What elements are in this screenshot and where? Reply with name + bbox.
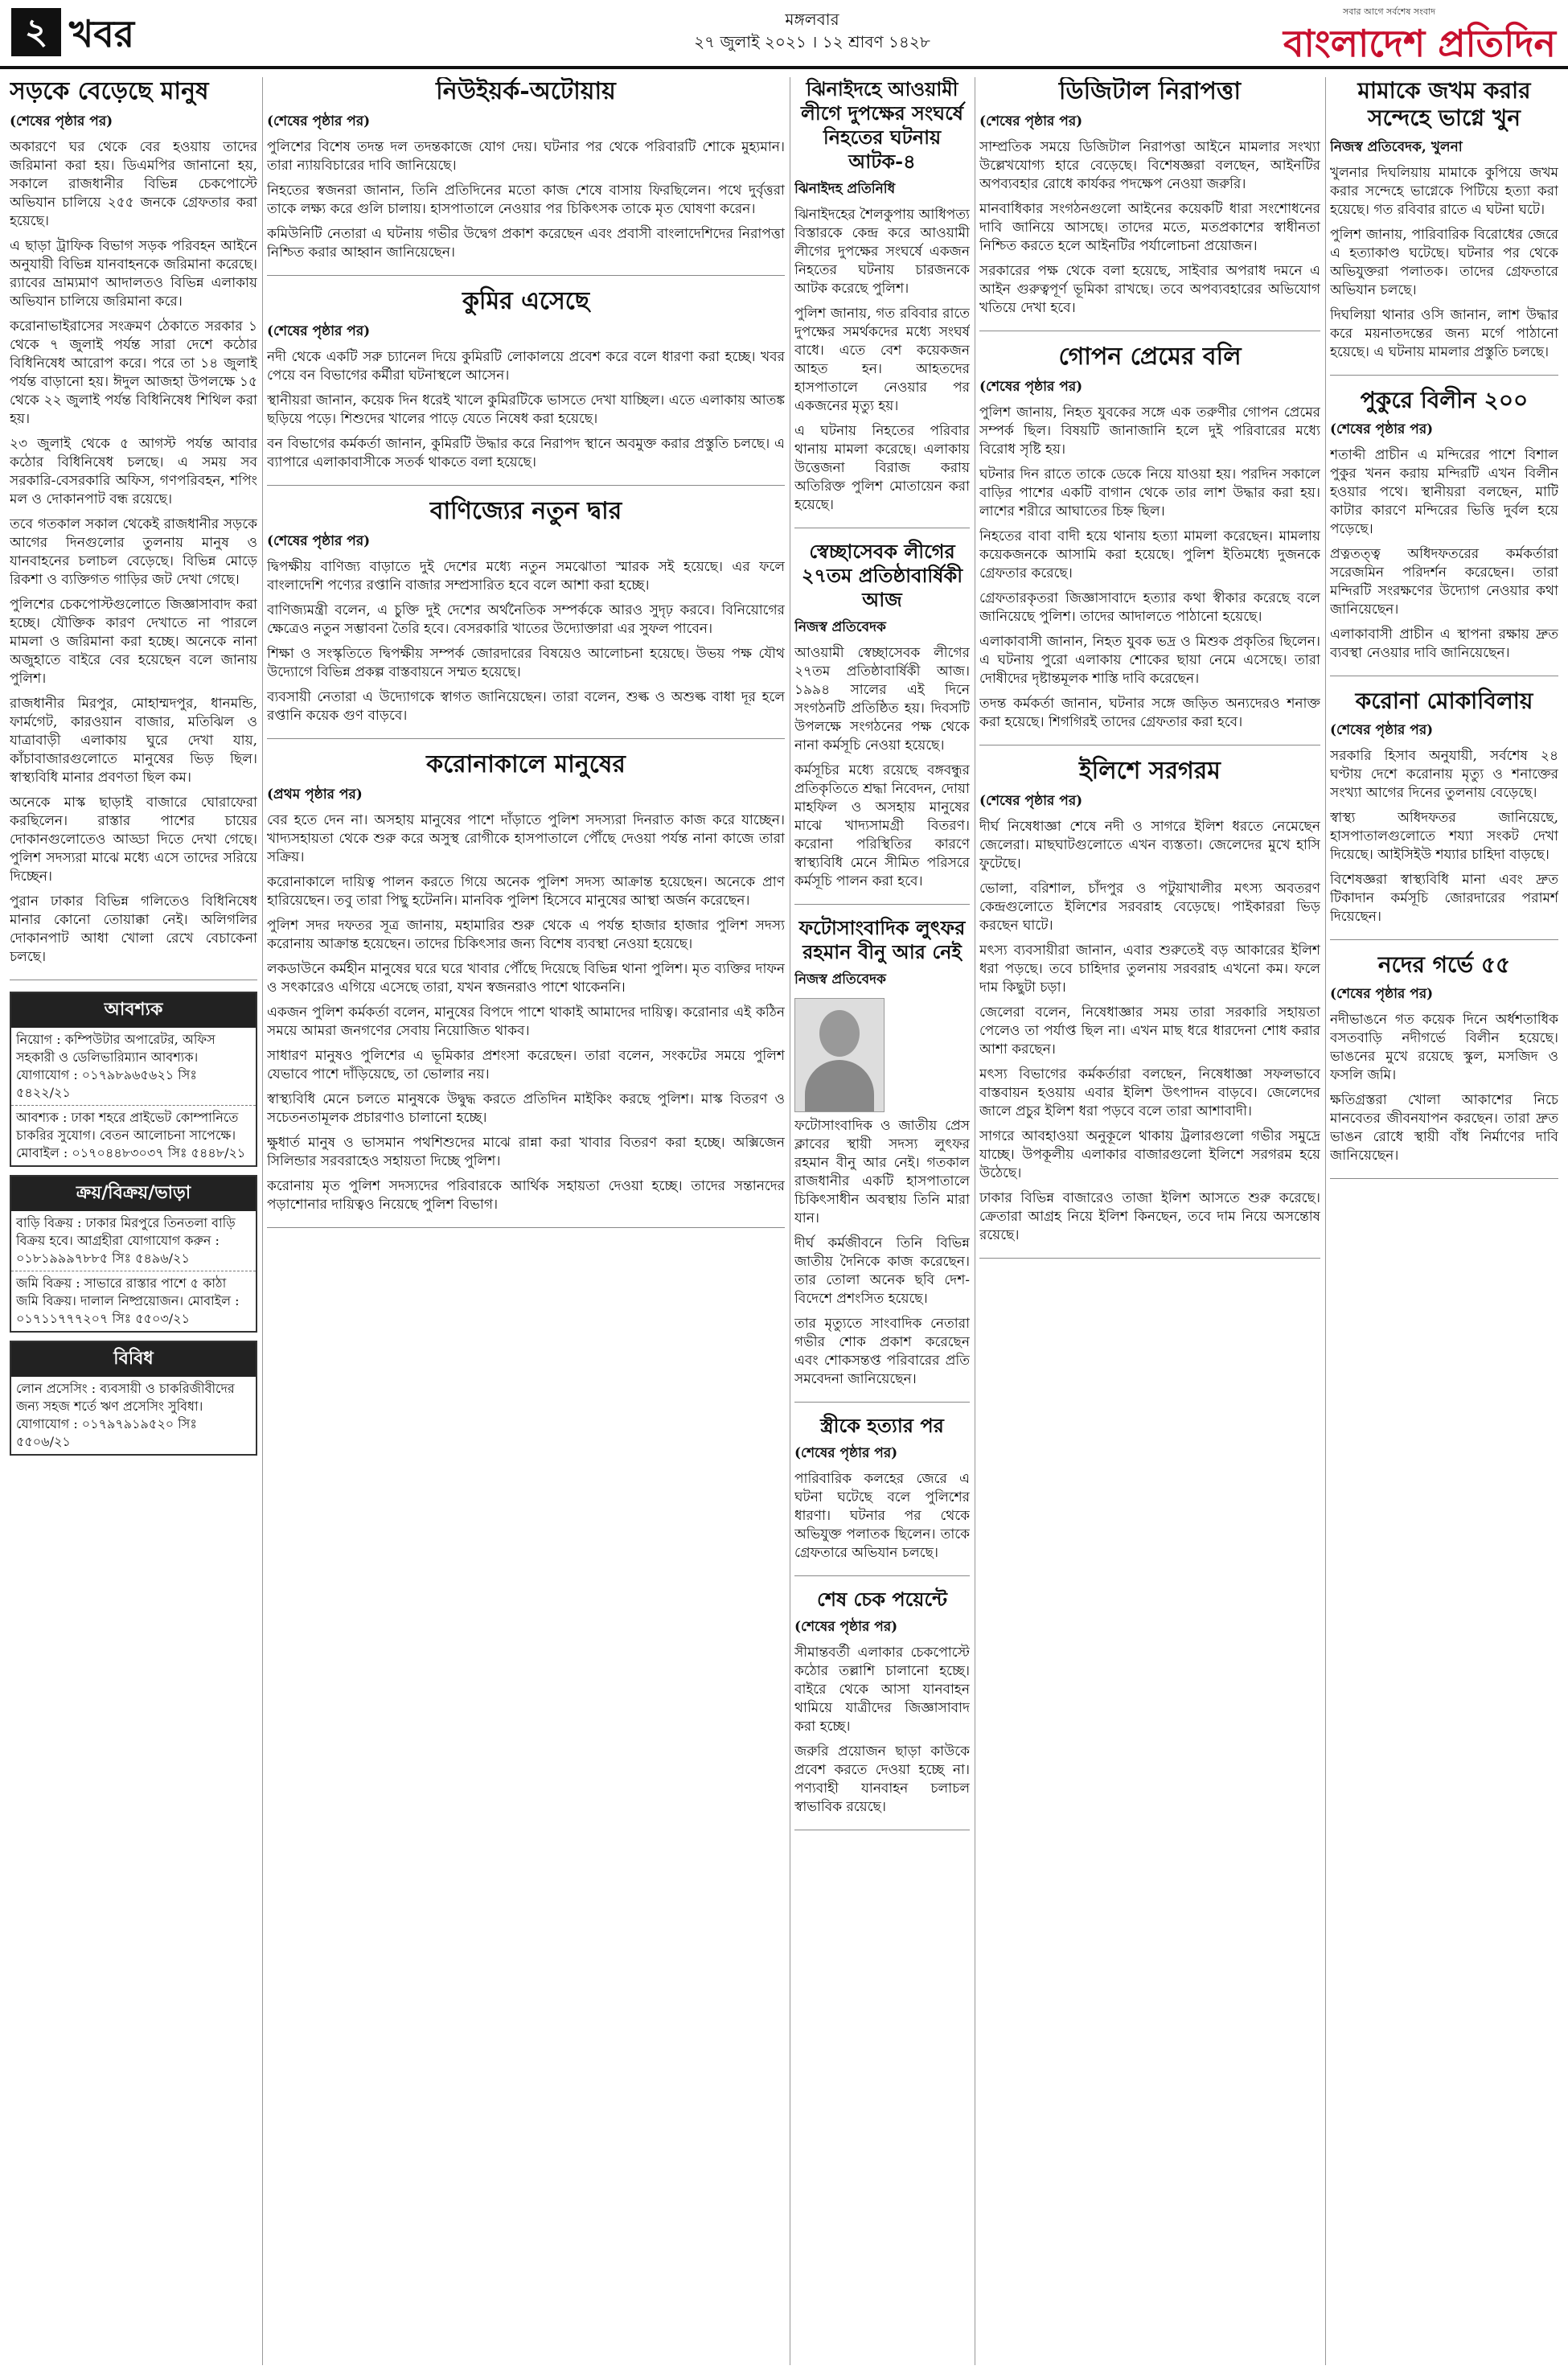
- article-paragraph: তদন্ত কর্মকর্তা জানান, ঘটনার সঙ্গে জড়িত অন্যদেরও শনাক্ত করা হয়েছে। শিগগিরই তাদের গ্রেফতার করা হবে।: [979, 696, 1320, 730]
- byline: নিজস্ব প্রতিবেদক: [794, 619, 886, 635]
- article-wife-murder: [794, 1414, 970, 1576]
- article-paragraph: পুলিশ জানায়, পারিবারিক বিরোধের জেরে এ হত্যাকাণ্ড ঘটেছে। ঘটনার পর থেকে অভিযুক্তরা পলাতক। তাদের গ্রেফতারে অভিযান চলছে।: [1330, 227, 1558, 298]
- masthead-rule: [0, 66, 1568, 69]
- newspaper-logo: [1190, 5, 1556, 63]
- article-paragraph: পুলিশের চেকপোস্টগুলোতে জিজ্ঞাসাবাদ করা হচ্ছে। যৌক্তিক কারণ দেখাতে না পারলে মামলা ও জরিমানা করা হচ্ছে। অনেকে নানা অজুহাতে বাইরে বের হয়েছেন বলে জানায় পুলিশ।: [10, 597, 257, 687]
- classified-item: লোন প্রসেসিং : ব্যবসায়ী ও চাকরিজীবীদের জন্য সহজ শর্তে ঋণ প্রসেসিং সুবিধা। যোগাযোগ : ০১৭৯৭৯১৯৫২০ সিঃ ৫৫০৬/২১: [16, 1381, 235, 1449]
- article-paragraph: বের হতে দেন না। অসহায় মানুষের পাশে দাঁড়াতে পুলিশ সদস্যরা দিনরাত কাজ করে যাচ্ছেন। খাদ্যসহায়তা থেকে শুরু করে অসুস্থ রোগীকে হাসপাতালে পৌঁছে দেওয়া পর্যন্ত নানা কাজে তারা সক্রিয়।: [267, 812, 785, 865]
- continuation-note: (শেষের পৃষ্ঠার পর): [1330, 722, 1434, 738]
- article-paragraph: সাম্প্রতিক সময়ে ডিজিটাল নিরাপত্তা আইনে মামলার সংখ্যা উল্লেখযোগ্য হারে বেড়েছে। বিশেষজ্ঞরা বলছেন, আইনটির অপব্যবহার রোধে কার্যকর পদক্ষেপ নেওয়া জরুরি।: [979, 139, 1320, 192]
- article-paragraph: তার মৃত্যুতে সাংবাদিক নেতারা গভীর শোক প্রকাশ করেছেন এবং শোকসন্তপ্ত পরিবারের প্রতি সমবেদনা জানিয়েছেন।: [794, 1316, 970, 1387]
- article-headline: সড়কে বেড়েছে মানুষ: [10, 77, 209, 105]
- article-headline: কুমির এসেছে: [462, 287, 590, 315]
- classified-item: জমি বিক্রয় : সাভারে রাস্তার পাশে ৫ কাঠা জমি বিক্রয়। দালাল নিষ্প্রয়োজন। মোবাইল : ০১৭১১৭৭৭২০৭ সিঃ ৫৫০৩/২১: [16, 1275, 240, 1326]
- column-5: [1330, 77, 1558, 2365]
- article-paragraph: সাগরে আবহাওয়া অনুকূলে থাকায় ট্রলারগুলো গভীর সমুদ্রে যাচ্ছে। উপকূলীয় এলাকার বাজারগুলো ইলিশে সরগরম হয়ে উঠেছে।: [979, 1128, 1320, 1181]
- article-paragraph: শিক্ষা ও সংস্কৃতিতে দ্বিপক্ষীয় সম্পর্ক জোরদারের বিষয়েও আলোচনা হয়েছে। উভয় পক্ষ যৌথ উদ্যোগে বিভিন্ন প্রকল্প বাস্তবায়নে সম্মত হয়েছে।: [267, 646, 785, 680]
- article-headline: মামাকে জখম করার সন্দেহে ভাগ্নে খুন: [1357, 77, 1531, 131]
- continuation-note: (শেষের পৃষ্ঠার পর): [1330, 421, 1434, 437]
- article-paragraph: দীর্ঘ নিষেধাজ্ঞা শেষে নদী ও সাগরে ইলিশ ধরতে নেমেছেন জেলেরা। মাছঘাটগুলোতে এখন ব্যস্ততা। জেলেদের মুখে হাসি ফুটেছে।: [979, 819, 1320, 872]
- article-paragraph: অনেকে মাস্ক ছাড়াই বাজারে ঘোরাফেরা করছিলেন। রাস্তার পাশের চায়ের দোকানগুলোতেও আড্ডা দিতে দেখা গেছে। পুলিশ সদস্যরা মাঝে মধ্যে এসে তাদের সরিয়ে দিচ্ছেন।: [10, 795, 257, 885]
- classified-wanted: [10, 992, 257, 1167]
- article-paragraph: এলাকাবাসী প্রাচীন এ স্থাপনা রক্ষায় দ্রুত ব্যবস্থা নেওয়ার দাবি জানিয়েছেন।: [1330, 626, 1558, 661]
- article-corona-response: [1330, 688, 1558, 940]
- article-paragraph: কর্মসূচির মধ্যে রয়েছে বঙ্গবন্ধুর প্রতিকৃতিতে শ্রদ্ধা নিবেদন, দোয়া মাহফিল ও অসহায় মানুষের মাঝে খাদ্যসামগ্রী বিতরণ। করোনা পরিস্থিতির কারণে স্বাস্থ্যবিধি মেনে সীমিত পরিসরে কর্মসূচি পালন করা হবে।: [794, 762, 970, 889]
- article-jhenaidah-clash: [794, 77, 970, 528]
- article-headline: ফটোসাংবাদিক লুৎফর রহমান বীনু আর নেই: [798, 916, 966, 963]
- article-river-erosion: [1330, 951, 1558, 1179]
- column-4: [979, 77, 1320, 2365]
- article-paragraph: গ্রেফতারকৃতরা জিজ্ঞাসাবাদে হত্যার কথা স্বীকার করেছে বলে জানিয়েছে পুলিশ। তাদের আদালতে পাঠানো হয়েছে।: [979, 590, 1320, 625]
- byline: নিজস্ব প্রতিবেদক: [794, 971, 886, 988]
- article-paragraph: মৎস্য বিভাগের কর্মকর্তারা বলছেন, নিষেধাজ্ঞা সফলভাবে বাস্তবায়ন হওয়ায় এবার ইলিশ উৎপাদন বাড়বে। জেলেদের জালে প্রচুর ইলিশ ধরা পড়বে বলে তারা আশাবাদী।: [979, 1066, 1320, 1119]
- article-crocodile: [267, 287, 785, 486]
- article-headline: পুকুরে বিলীন ২০০: [1360, 387, 1529, 413]
- article-paragraph: ২৩ জুলাই থেকে ৫ আগস্ট পর্যন্ত আবার কঠোর বিধিনিষেধ চলছে। এ সময় সব সরকারি-বেসরকারি অফিস, গণপরিবহন, শপিং মল ও দোকানপাট বন্ধ রয়েছে।: [10, 436, 257, 507]
- byline: নিজস্ব প্রতিবেদক, খুলনা: [1330, 139, 1463, 155]
- article-headline: স্ত্রীকে হত্যার পর: [820, 1414, 944, 1437]
- article-paragraph: মৎস্য ব্যবসায়ীরা জানান, এবার শুরুতেই বড় আকারের ইলিশ ধরা পড়ছে। তবে চাহিদার তুলনায় সরবরাহ এখনো কম। ফলে দাম কিছুটা চড়া।: [979, 943, 1320, 996]
- column-3: [794, 77, 970, 2365]
- article-paragraph: নিহতের স্বজনরা জানান, তিনি প্রতিদিনের মতো কাজ শেষে বাসায় ফিরছিলেন। পথে দুর্বৃত্তরা তাকে লক্ষ্য করে গুলি চালায়। হাসপাতালে নেওয়ার পর চিকিৎসক তাকে মৃত ঘোষণা করেন।: [267, 183, 785, 217]
- article-paragraph: এ ঘটনায় নিহতের পরিবার থানায় মামলা করেছে। এলাকায় উত্তেজনা বিরাজ করায় অতিরিক্ত পুলিশ মোতায়েন করা হয়েছে।: [794, 423, 970, 513]
- article-paragraph: নদী থেকে একটি সরু চ্যানেল দিয়ে কুমিরটি লোকালয়ে প্রবেশ করে বলে ধারণা করা হচ্ছে। খবর পেয়ে বন বিভাগের কর্মীরা ঘটনাস্থলে আসেন।: [267, 349, 785, 384]
- article-headline: বাণিজ্যের নতুন দ্বার: [429, 497, 622, 525]
- article-paragraph: বাণিজ্যমন্ত্রী বলেন, এ চুক্তি দুই দেশের অর্থনৈতিক সম্পর্ককে আরও সুদৃঢ় করবে। বিনিয়োগের ক্ষেত্রেও নতুন সম্ভাবনা তৈরি হবে। বেসরকারি খাতের উদ্যোক্তারা এর সুফল পাবেন।: [267, 602, 785, 637]
- portrait-photo: [794, 998, 885, 1112]
- article-headline: করোনা মোকাবিলায়: [1355, 688, 1533, 714]
- article-paragraph: পুরান ঢাকার বিভিন্ন গলিতেও বিধিনিষেধ মানার কোনো তোয়াক্কা নেই। অলিগলির দোকানপাট আধা খোলা রেখে বেচাকেনা চলছে।: [10, 893, 257, 965]
- article-paragraph: দীর্ঘ কর্মজীবনে তিনি বিভিন্ন জাতীয় দৈনিকে কাজ করেছেন। তার তোলা অনেক ছবি দেশ-বিদেশে প্রশংসিত হয়েছে।: [794, 1235, 970, 1307]
- continuation-note: (প্রথম পৃষ্ঠার পর): [267, 787, 363, 803]
- column-divider: [1325, 77, 1326, 2365]
- article-paragraph: ঢাকার বিভিন্ন বাজারেও তাজা ইলিশ আসতে শুরু করেছে। ক্রেতারা আগ্রহ নিয়ে ইলিশ কিনছেন, তবে দাম নিয়ে অসন্তোষ রয়েছে।: [979, 1190, 1320, 1243]
- article-paragraph: করোনাভাইরাসের সংক্রমণ ঠেকাতে সরকার ১ থেকে ৭ জুলাই পর্যন্ত সারা দেশে কঠোর বিধিনিষেধ আরোপ করে। পরে তা ১৪ জুলাই পর্যন্ত বাড়ানো হয়। ঈদুল আজহা উপলক্ষে ১৫ থেকে ২২ জুলাই পর্যন্ত বিধিনিষেধ শিথিল করা হয়।: [10, 318, 257, 427]
- article-paragraph: খুলনার দিঘলিয়ায় মামাকে কুপিয়ে জখম করার সন্দেহে ভাগ্নেকে পিটিয়ে হত্যা করা হয়েছে। গত রবিবার রাতে এ ঘটনা ঘটে।: [1330, 165, 1558, 218]
- article-paragraph: সীমান্তবর্তী এলাকার চেকপোস্টে কঠোর তল্লাশি চালানো হচ্ছে। বাইরে থেকে আসা যানবাহন থামিয়ে যাত্রীদের জিজ্ঞাসাবাদ করা হচ্ছে।: [794, 1645, 970, 1735]
- article-paragraph: পুলিশ জানায়, গত রবিবার রাতে দুপক্ষের সমর্থকদের মধ্যে সংঘর্ষ বাধে। এতে বেশ কয়েকজন আহত হন। আহতদের হাসপাতালে নেওয়ার পর একজনের মৃত্যু হয়।: [794, 306, 970, 414]
- classified-heading: আবশ্যক: [11, 993, 256, 1028]
- byline: ঝিনাইদহ প্রতিনিধি: [794, 181, 896, 197]
- article-paragraph: তবে গতকাল সকাল থেকেই রাজধানীর সড়কে আগের দিনগুলোর তুলনায় মানুষ ও যানবাহনের চলাচল বেড়েছে। বিভিন্ন মোড়ে রিকশা ও ব্যক্তিগত গাড়ির জট দেখা গেছে।: [10, 516, 257, 588]
- article-headline: করোনাকালে মানুষের: [426, 750, 626, 778]
- logo-name: বাংলাদেশ প্রতিদিন: [1283, 22, 1556, 65]
- article-hilsa: [979, 757, 1320, 1259]
- logo-tagline: সবার আগে সর্বশেষ সংবাদ: [1342, 6, 1435, 17]
- continuation-note: (শেষের পৃষ্ঠার পর): [979, 793, 1083, 809]
- article-secret-love: [979, 343, 1320, 745]
- classified-buy-sell: [10, 1175, 257, 1333]
- article-paragraph: এ ছাড়া ট্রাফিক বিভাগ সড়ক পরিবহন আইনে অনুযায়ী বিভিন্ন যানবাহনকে জরিমানা করেছে। র‌্যাবের ভ্রাম্যমাণ আদালতও বিভিন্ন এলাকায় অভিযান চালিয়ে জরিমানা করে।: [10, 238, 257, 310]
- date-block: [643, 8, 981, 53]
- article-paragraph: স্থানীয়রা জানান, কয়েক দিন ধরেই খালে কুমিরটিকে ভাসতে দেখা যাচ্ছিল। এতে এলাকায় আতঙ্ক ছড়িয়ে পড়ে। শিশুদের খালের পাড়ে যেতে নিষেধ করা হয়েছে।: [267, 392, 785, 427]
- article-headline: নদের গর্ভে ৫৫: [1377, 951, 1511, 978]
- article-paragraph: নিহতের বাবা বাদী হয়ে থানায় হত্যা মামলা করেছেন। মামলায় কয়েকজনকে আসামি করা হয়েছে। পুলিশ ইতিমধ্যে দুজনকে গ্রেফতার করেছে।: [979, 528, 1320, 581]
- article-paragraph: অকারণে ঘর থেকে বের হওয়ায় তাদের জরিমানা করা হয়। ডিএমপির জানানো হয়, সকালে রাজধানীর বিভিন্ন চেকপোস্টে অভিযান চালিয়ে ২৫৫ জনকে গ্রেফতার করা হয়েছে।: [10, 139, 257, 229]
- article-headline: ডিজিটাল নিরাপত্তা: [1058, 77, 1242, 105]
- classified-heading: বিবিধ: [11, 1342, 256, 1377]
- article-paragraph: একজন পুলিশ কর্মকর্তা বলেন, মানুষের বিপদে পাশে থাকাই আমাদের দায়িত্ব। করোনার এই কঠিন সময়ে আমরা জনগণের সেবায় নিয়োজিত থাকব।: [267, 1004, 785, 1039]
- continuation-note: (শেষের পৃষ্ঠার পর): [267, 113, 371, 129]
- article-paragraph: মানবাধিকার সংগঠনগুলো আইনের কয়েকটি ধারা সংশোধনের দাবি জানিয়ে আসছে। তাদের মতে, মতপ্রকাশের স্বাধীনতা নিশ্চিত করতে হলে আইনটির পর্যালোচনা প্রয়োজন।: [979, 201, 1320, 254]
- article-newyork: [267, 77, 785, 276]
- page-number: ২: [11, 8, 61, 56]
- article-trade: [267, 497, 785, 739]
- article-headline: ঝিনাইদহে আওয়ামী লীগে দুপক্ষের সংঘর্ষে নিহতের ঘটনায় আটক-৪: [801, 77, 963, 173]
- article-pond-temple: [1330, 387, 1558, 676]
- article-paragraph: স্বাস্থ্য অধিদফতর জানিয়েছে, হাসপাতালগুলোতে শয্যা সংকট দেখা দিয়েছে। আইসিইউ শয্যার চাহিদা বাড়ছে।: [1330, 810, 1558, 863]
- article-volunteer-league: [794, 540, 970, 905]
- continuation-note: (শেষের পৃষ্ঠার পর): [979, 379, 1083, 395]
- article-paragraph: এলাকাবাসী জানান, নিহত যুবক ভদ্র ও মিশুক প্রকৃতির ছিলেন। এ ঘটনায় পুরো এলাকায় শোকের ছায়া নেমে এসেছে। তারা দোষীদের দৃষ্টান্তমূলক শাস্তি দাবি করেছেন।: [979, 634, 1320, 687]
- classified-item: বাড়ি বিক্রয় : ঢাকার মিরপুরে তিনতলা বাড়ি বিক্রয় হবে। আগ্রহীরা যোগাযোগ করুন : ০১৮১৯৯৯৭৮৮৫ সিঃ ৫৪৯৬/২১: [11, 1211, 256, 1271]
- article-headline: গোপন প্রেমের বলি: [1058, 343, 1242, 371]
- classified-item: নিয়োগ : কম্পিউটার অপারেটর, অফিস সহকারী ও ডেলিভারিম্যান আবশ্যক। যোগাযোগ : ০১৭৯৮৯৬৫৬২১ সিঃ ৫৪২২/২১: [11, 1028, 256, 1106]
- article-paragraph: ব্যবসায়ী নেতারা এ উদ্যোগকে স্বাগত জানিয়েছেন। তারা বলেন, শুল্ক ও অশুল্ক বাধা দূর হলে রপ্তানি কয়েক গুণ বাড়বে।: [267, 689, 785, 724]
- article-headline: নিউইয়র্ক-অটোয়ায়: [436, 77, 616, 105]
- article-digital-security: [979, 77, 1320, 331]
- section-title: খবর: [69, 12, 135, 55]
- article-paragraph: দ্বিপক্ষীয় বাণিজ্য বাড়াতে দুই দেশের মধ্যে নতুন সমঝোতা স্মারক সই হয়েছে। এর ফলে বাংলাদেশি পণ্যের রপ্তানি বাজার সম্প্রসারিত হবে বলে আশা করা হচ্ছে।: [267, 559, 785, 594]
- article-paragraph: সরকারের পক্ষ থেকে বলা হয়েছে, সাইবার অপরাধ দমনে এ আইন গুরুত্বপূর্ণ ভূমিকা রাখছে। তবে অপব্যবহারের অভিযোগ খতিয়ে দেখা হবে।: [979, 263, 1320, 316]
- article-paragraph: স্বাস্থ্যবিধি মেনে চলতে মানুষকে উদ্বুদ্ধ করতে প্রতিদিন মাইকিং করছে পুলিশ। মাস্ক বিতরণ ও সচেতনতামূলক প্রচারণাও চালানো হচ্ছে।: [267, 1091, 785, 1126]
- article-paragraph: ঘটনার দিন রাতে তাকে ডেকে নিয়ে যাওয়া হয়। পরদিন সকালে বাড়ির পাশের একটি বাগান থেকে তার লাশ উদ্ধার করা হয়। লাশের শরীরে আঘাতের চিহ্ন ছিল।: [979, 466, 1320, 520]
- article-paragraph: ভোলা, বরিশাল, চাঁদপুর ও পটুয়াখালীর মৎস্য অবতরণ কেন্দ্রগুলোতে ইলিশের সরবরাহ বেড়েছে। পাইকাররা ভিড় করছেন ঘাটে।: [979, 881, 1320, 934]
- article-paragraph: ক্ষুধার্ত মানুষ ও ভাসমান পথশিশুদের মাঝে রান্না করা খাবার বিতরণ করা হচ্ছে। অক্সিজেন সিলিন্ডার সরবরাহেও সহায়তা দিচ্ছে পুলিশ।: [267, 1135, 785, 1169]
- article-police-pandemic: [267, 750, 785, 1228]
- article-paragraph: রাজধানীর মিরপুর, মোহাম্মদপুর, ধানমন্ডি, ফার্মগেট, কারওয়ান বাজার, মতিঝিল ও যাত্রাবাড়ী এলাকায় ঘুরে দেখা যায়, কাঁচাবাজারগুলোতে মানুষের ভিড় ছিল। স্বাস্থ্যবিধি মানার প্রবণতা ছিল কম।: [10, 696, 257, 786]
- article-nephew-killed: [1330, 77, 1558, 376]
- issue-date: ২৭ জুলাই ২০২১ । ১২ শ্রাবণ ১৪২৮: [694, 32, 930, 51]
- article-paragraph: নদীভাঙনে গত কয়েক দিনে অর্ধশতাধিক বসতবাড়ি নদীগর্ভে বিলীন হয়েছে। ভাঙনের মুখে রয়েছে স্কুল, মসজিদ ও ফসলি জমি।: [1330, 1012, 1558, 1083]
- article-paragraph: সরকারি হিসাব অনুযায়ী, সর্বশেষ ২৪ ঘণ্টায় দেশে করোনায় মৃত্যু ও শনাক্তের সংখ্যা আগের দিনের তুলনায় বেড়েছে।: [1330, 748, 1558, 801]
- article-paragraph: ফটোসাংবাদিক ও জাতীয় প্রেস ক্লাবের স্থায়ী সদস্য লুৎফর রহমান বীনু আর নেই। গতকাল রাজধানীর একটি হাসপাতালে চিকিৎসাধীন অবস্থায় তিনি মারা যান।: [794, 1118, 970, 1226]
- article-paragraph: ঝিনাইদহের শৈলকুপায় আধিপত্য বিস্তারকে কেন্দ্র করে আওয়ামী লীগের দুপক্ষের সংঘর্ষে একজন নিহতের ঘটনায় চারজনকে আটক করেছে পুলিশ।: [794, 207, 970, 297]
- continuation-note: (শেষের পৃষ্ঠার পর): [267, 533, 371, 549]
- article-paragraph: করোনাকালে দায়িত্ব পালন করতে গিয়ে অনেক পুলিশ সদস্য আক্রান্ত হয়েছেন। অনেকে প্রাণ হারিয়েছেন। তবু তারা পিছু হটেননি। মানবিক পুলিশ হিসেবে মানুষের আস্থা অর্জন করেছেন।: [267, 874, 785, 909]
- continuation-note: (শেষের পৃষ্ঠার পর): [979, 113, 1083, 129]
- article-paragraph: করোনায় মৃত পুলিশ সদস্যদের পরিবারকে আর্থিক সহায়তা দেওয়া হচ্ছে। তাদের সন্তানদের পড়াশোনার দায়িত্বও নিয়েছে পুলিশ বিভাগ।: [267, 1178, 785, 1213]
- column-1: [10, 77, 257, 2365]
- article-paragraph: পুলিশের বিশেষ তদন্ত দল তদন্তকাজে যোগ দেয়। ঘটনার পর থেকে পরিবারটি শোকে মুহ্যমান। তারা ন্যায়বিচারের দাবি জানিয়েছে।: [267, 139, 785, 174]
- article-paragraph: পুলিশ সদর দফতর সূত্র জানায়, মহামারির শুরু থেকে এ পর্যন্ত হাজার হাজার পুলিশ সদস্য করোনায় আক্রান্ত হয়েছেন। তাদের চিকিৎসার জন্য বিশেষ ব্যবস্থা নেওয়া হয়েছে।: [267, 918, 785, 952]
- column-2: [267, 77, 785, 2365]
- article-headline: ইলিশে সরগরম: [1079, 757, 1221, 785]
- article-headline: শেষ চেক পয়েন্টে: [817, 1587, 947, 1611]
- column-divider: [262, 77, 263, 2365]
- article-paragraph: লকডাউনে কর্মহীন মানুষের ঘরে ঘরে খাবার পৌঁছে দিয়েছে বিভিন্ন থানা পুলিশ। মৃত ব্যক্তির দাফন ও সৎকারেও এগিয়ে এসেছে তারা, যখন স্বজনরাও পাশে থাকেননি।: [267, 961, 785, 996]
- continuation-note: (শেষের পৃষ্ঠার পর): [794, 1445, 898, 1461]
- article-paragraph: পারিবারিক কলহের জেরে এ ঘটনা ঘটেছে বলে পুলিশের ধারণা। ঘটনার পর থেকে অভিযুক্ত পলাতক ছিলেন। তাকে গ্রেফতারে অভিযান চলছে।: [794, 1471, 970, 1561]
- article-paragraph: দিঘলিয়া থানার ওসি জানান, লাশ উদ্ধার করে ময়নাতদন্তের জন্য মর্গে পাঠানো হয়েছে। এ ঘটনায় মামলার প্রস্তুতি চলছে।: [1330, 307, 1558, 360]
- classified-item: আবশ্যক : ঢাকা শহরে প্রাইভেট কোম্পানিতে চাকরির সুযোগ। বেতন আলোচনা সাপেক্ষে। মোবাইল : ০১৭০৪৪৮৩০৩৭ সিঃ ৫৪৪৮/২১: [16, 1110, 246, 1160]
- article-paragraph: আওয়ামী স্বেচ্ছাসেবক লীগের ২৭তম প্রতিষ্ঠাবার্ষিকী আজ। ১৯৯৪ সালের এই দিনে সংগঠনটি প্রতিষ্ঠিত হয়। দিবসটি উপলক্ষে সংগঠনের পক্ষ থেকে নানা কর্মসূচি নেওয়া হয়েছে।: [794, 645, 970, 754]
- article-paragraph: সাধারণ মানুষও পুলিশের এ ভূমিকার প্রশংসা করেছেন। তারা বলেন, সংকটের সময়ে পুলিশ যেভাবে পাশে দাঁড়িয়েছে, তা ভোলার নয়।: [267, 1048, 785, 1082]
- continuation-note: (শেষের পৃষ্ঠার পর): [10, 113, 113, 129]
- article-paragraph: শতাব্দী প্রাচীন এ মন্দিরের পাশে বিশাল পুকুর খনন করায় মন্দিরটি এখন বিলীন হওয়ার পথে। স্থানীয়রা বলছেন, মাটি কাটার কারণে মন্দিরের ভিত্তি দুর্বল হয়ে পড়েছে।: [1330, 447, 1558, 537]
- article-paragraph: জরুরি প্রয়োজন ছাড়া কাউকে প্রবেশ করতে দেওয়া হচ্ছে না। পণ্যবাহী যানবাহন চলাচল স্বাভাবিক রয়েছে।: [794, 1744, 970, 1815]
- article-paragraph: বিশেষজ্ঞরা স্বাস্থ্যবিধি মানা এবং দ্রুত টিকাদান কর্মসূচি জোরদারের পরামর্শ দিয়েছেন।: [1330, 872, 1558, 925]
- classified-misc: [10, 1341, 257, 1456]
- article-last-checkpoint: [794, 1587, 970, 1830]
- masthead: [0, 0, 1568, 64]
- article-paragraph: বন বিভাগের কর্মকর্তা জানান, কুমিরটি উদ্ধার করে নিরাপদ স্থানে অবমুক্ত করার প্রস্তুতি চলছে। এ ব্যাপারে এলাকাবাসীকে সতর্ক থাকতে বলা হয়েছে।: [267, 436, 785, 470]
- article-paragraph: কমিউনিটি নেতারা এ ঘটনায় গভীর উদ্বেগ প্রকাশ করেছেন এবং প্রবাসী বাংলাদেশিদের নিরাপত্তা নিশ্চিত করার আহ্বান জানিয়েছেন।: [267, 226, 785, 261]
- classified-heading: ক্রয়/বিক্রয়/ভাড়া: [11, 1177, 256, 1211]
- article-paragraph: ক্ষতিগ্রস্তরা খোলা আকাশের নিচে মানবেতর জীবনযাপন করছেন। তারা দ্রুত ভাঙন রোধে স্থায়ী বাঁধ নির্মাণের দাবি জানিয়েছেন।: [1330, 1092, 1558, 1164]
- article-paragraph: পুলিশ জানায়, নিহত যুবকের সঙ্গে এক তরুণীর গোপন প্রেমের সম্পর্ক ছিল। বিষয়টি জানাজানি হলে দুই পরিবারের মধ্যে বিরোধ সৃষ্টি হয়।: [979, 405, 1320, 458]
- article-paragraph: জেলেরা বলেন, নিষেধাজ্ঞার সময় তারা সরকারি সহায়তা পেলেও তা পর্যাপ্ত ছিল না। এখন মাছ ধরে ধারদেনা শোধ করার আশা করছেন।: [979, 1004, 1320, 1058]
- continuation-note: (শেষের পৃষ্ঠার পর): [267, 323, 371, 339]
- weekday: মঙ্গলবার: [785, 10, 839, 29]
- article-headline: স্বেচ্ছাসেবক লীগের ২৭তম প্রতিষ্ঠাবার্ষিকী আজ: [801, 540, 963, 611]
- article-road-crowd: [10, 77, 257, 980]
- continuation-note: (শেষের পৃষ্ঠার পর): [794, 1619, 898, 1635]
- article-paragraph: প্রত্নতত্ত্ব অধিদফতরের কর্মকর্তারা সরেজমিন পরিদর্শন করেছেন। তারা মন্দিরটি সংরক্ষণের উদ্যোগ নেওয়ার কথা জানিয়েছেন।: [1330, 546, 1558, 618]
- article-photojournalist-obit: [794, 916, 970, 1403]
- continuation-note: (শেষের পৃষ্ঠার পর): [1330, 986, 1434, 1002]
